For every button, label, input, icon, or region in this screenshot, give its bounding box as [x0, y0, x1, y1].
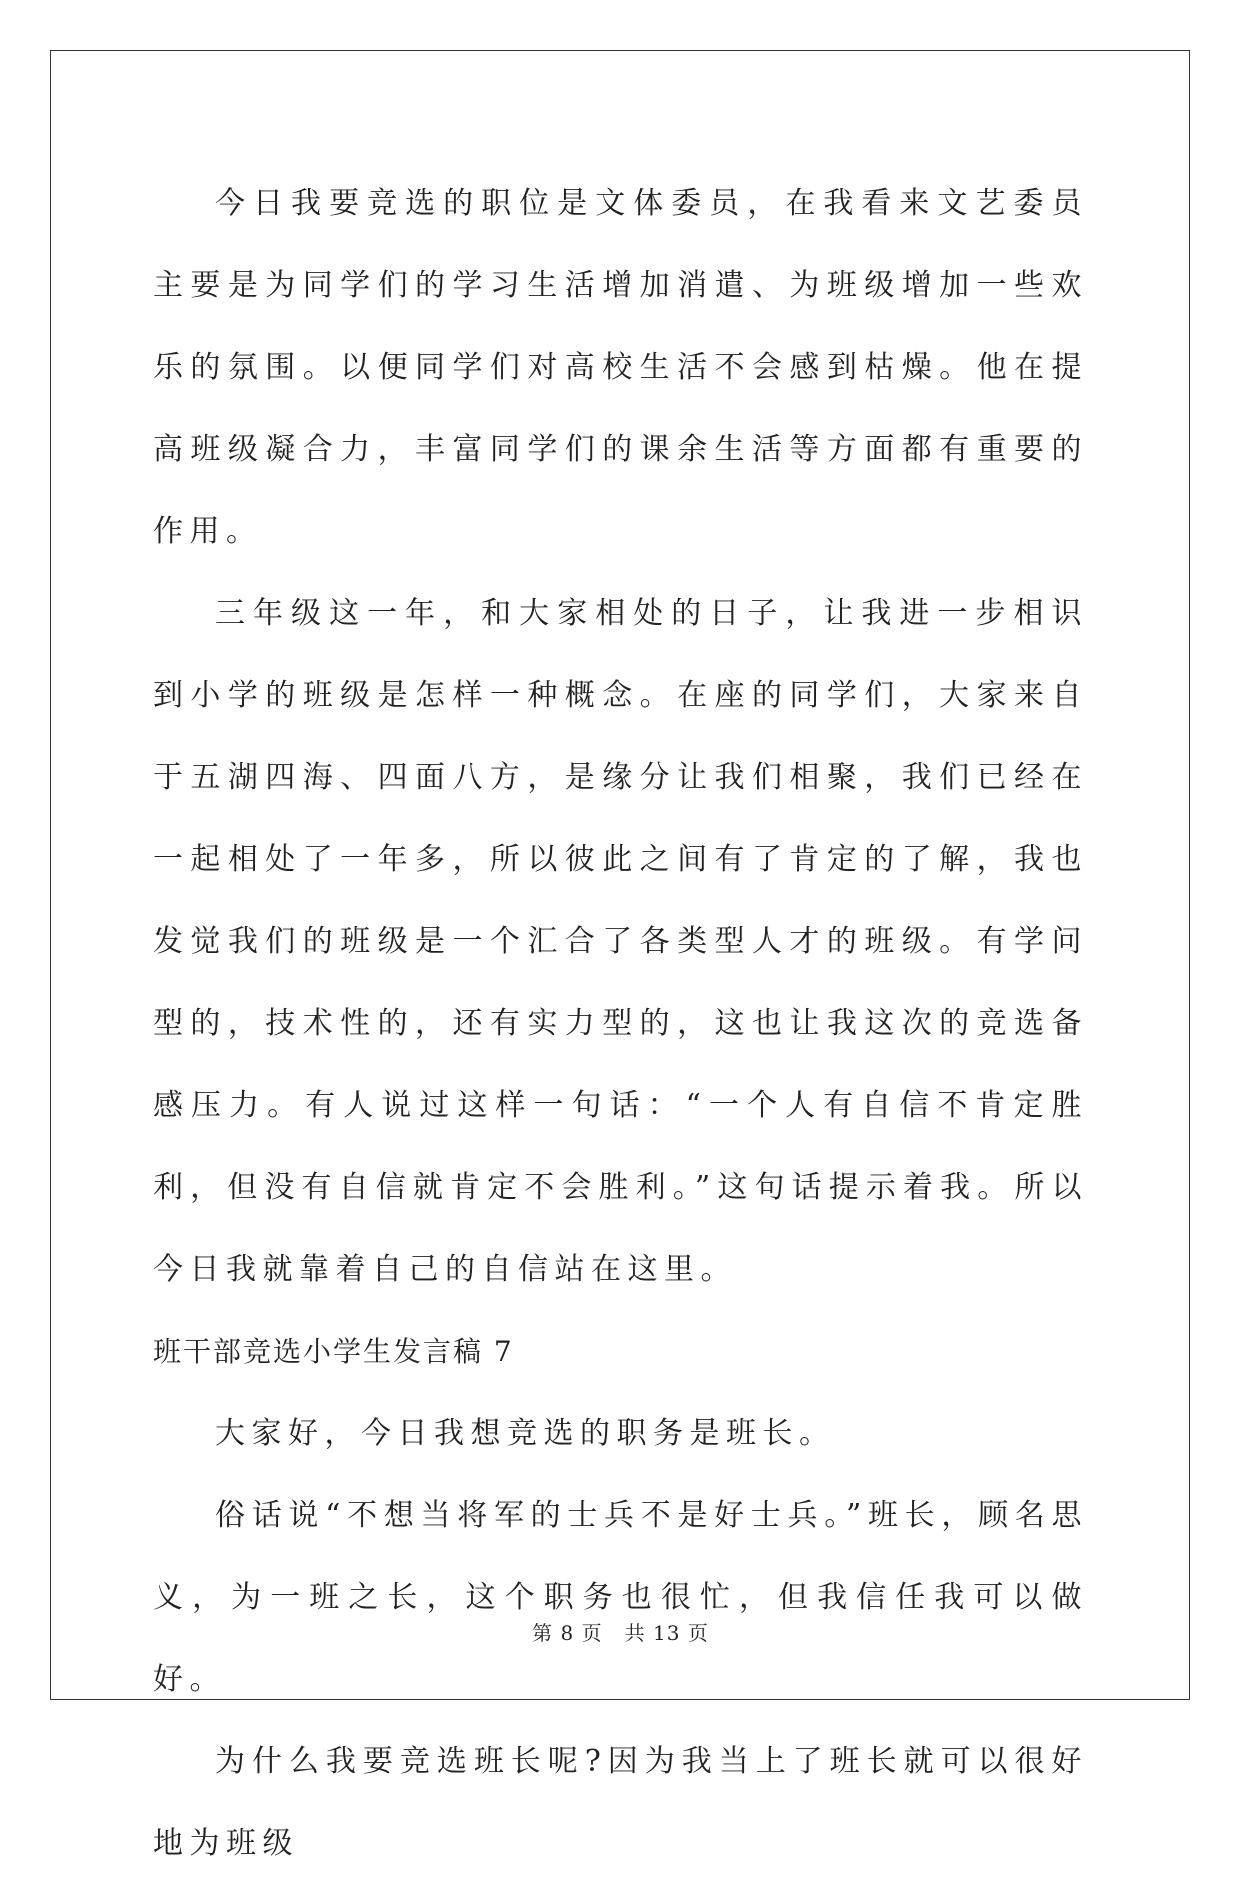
paragraph: 大家好，今日我想竞选的职务是班长。 — [215, 1416, 836, 1451]
paragraph: 俗话说“不想当将军的士兵不是好士兵。”班长，顾名思义，为一班之长，这个职务也很忙，但我信任我可以做好。 — [153, 1498, 1088, 1697]
paragraph: 三年级这一年，和大家相处的日子，让我进一步相识到小学的班级是怎样一种概念。在座的同学们，大家来自于五湖四海、四面八方，是缘分让我们相聚，我们已经在一起相处了一年多，所以彼此之间有了肯定的了解，我也发觉我们的班级是一个汇合了各类型人才的班级。有学问型的，技术性的，还有实力型的，这也让我这次的竞选备感压力。有人说过这样一句话：“一个人有自信不肯定胜利，但没有自信就肯定不会胜利。”这句话提示着我。所以今日我就靠着自己的自信站在这里。 — [153, 596, 1088, 1287]
paragraph: 为什么我要竞选班长呢?因为我当上了班长就可以很好地为班级 — [153, 1744, 1088, 1861]
section-heading: 班干部竞选小学生发言稿 7 — [153, 1335, 514, 1368]
page-number-footer: 第 8 页 共 13 页 — [532, 1621, 709, 1645]
paragraph: 今日我要竞选的职位是文体委员，在我看来文艺委员主要是为同学们的学习生活增加消遣、为班级增加一些欢乐的氛围。以便同学们对高校生活不会感到枯燥。他在提高班级凝合力，丰富同学们的课余生活等方面都有重要的作用。 — [153, 186, 1088, 549]
